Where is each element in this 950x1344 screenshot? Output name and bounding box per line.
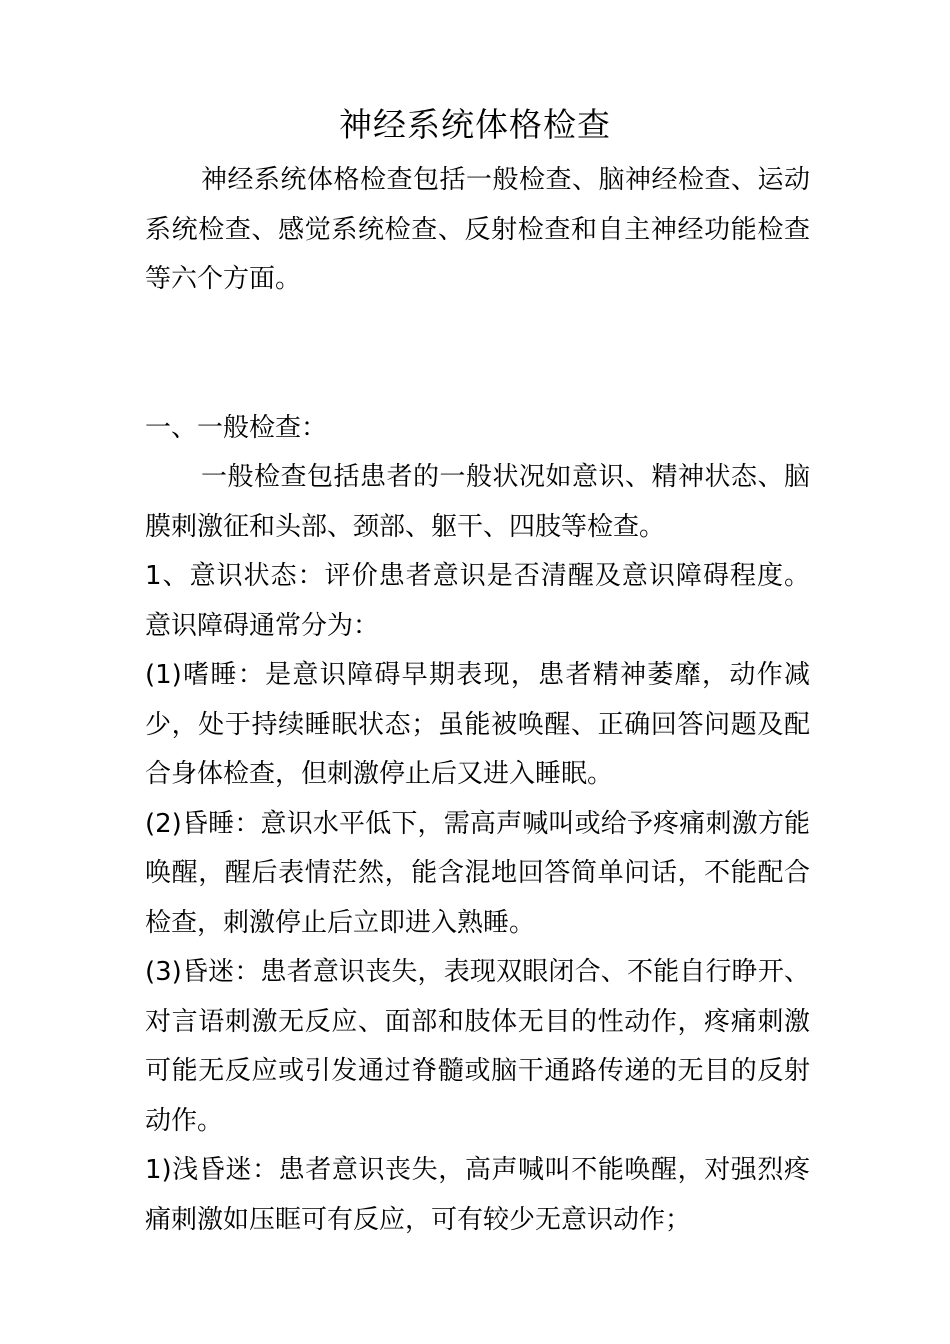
sub-sub-item-paragraph: 1)浅昏迷：患者意识丧失，高声喊叫不能唤醒，对强烈疼痛刺激如压眶可有反应，可有较少无意识动作； bbox=[145, 1155, 810, 1235]
sub-item-paragraph-3: (3)昏迷：患者意识丧失，表现双眼闭合、不能自行睁开、对言语刺激无反应、面部和肢体无目的性动作，疼痛刺激可能无反应或引发通过脊髓或脑干通路传递的无目的反射动作。 bbox=[145, 957, 810, 1136]
section-heading: 一、一般检查： bbox=[145, 412, 328, 443]
document-title: 神经系统体格检查 bbox=[339, 105, 611, 144]
sub-item-paragraph-2: (2)昏睡：意识水平低下，需高声喊叫或给予疼痛刺激方能唤醒，醒后表情茫然，能含混地回答简单问话，不能配合检查，刺激停止后立即进入熟睡。 bbox=[145, 808, 810, 938]
section-intro-paragraph: 一般检查包括患者的一般状况如意识、精神状态、脑膜刺激征和头部、颈部、躯干、四肢等检查。 bbox=[145, 462, 810, 542]
paragraph-spacer bbox=[145, 305, 810, 404]
sub-item-paragraph-1: (1)嗜睡：是意识障碍早期表现，患者精神萎靡，动作减少，处于持续睡眠状态；虽能被唤醒、正确回答问题及配合身体检查，但刺激停止后又进入睡眠。 bbox=[145, 660, 810, 789]
document-body bbox=[145, 156, 810, 1245]
item-paragraph: 1、意识状态：评价患者意识是否清醒及意识障碍程度。意识障碍通常分为： bbox=[145, 561, 810, 641]
intro-paragraph: 神经系统体格检查包括一般检查、脑神经检查、运动系统检查、感觉系统检查、反射检查和自主神经功能检查等六个方面。 bbox=[145, 165, 810, 294]
